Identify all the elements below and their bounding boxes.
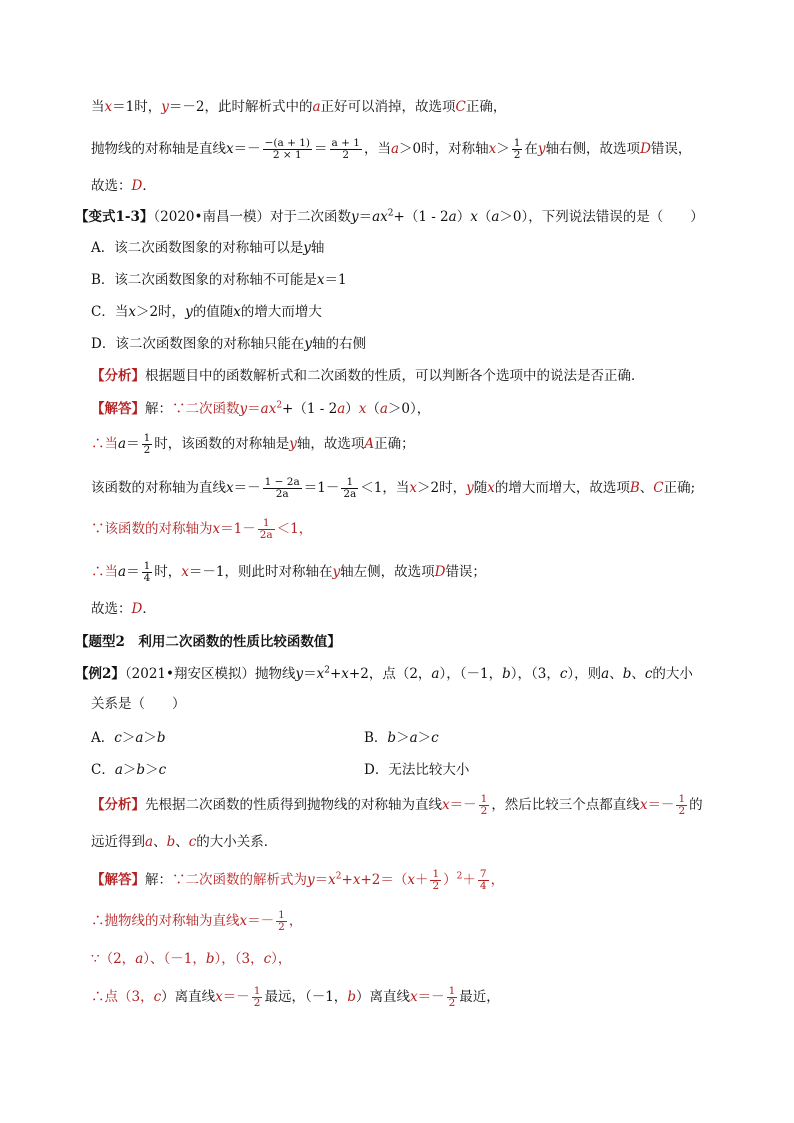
var-b: b (622, 666, 632, 682)
text: 抛物线的对称轴是直线 (91, 141, 226, 157)
fraction (478, 869, 489, 892)
fraction-denominator: 2 (143, 444, 151, 456)
text: ） (456, 209, 471, 225)
text: （ (477, 209, 492, 225)
var-y: y (185, 304, 193, 320)
var-y: y (161, 99, 169, 115)
text: 轴，故选项 (296, 436, 365, 452)
var-d: D (640, 141, 651, 157)
var-ax: ax (260, 401, 277, 417)
option-label: C． (91, 762, 115, 778)
fraction (430, 869, 441, 892)
superscript: 2 (387, 208, 394, 219)
superscript: 2 (276, 400, 283, 411)
var-x: x (316, 272, 325, 288)
text: ＜1， (276, 521, 313, 537)
var-x: x (128, 304, 136, 320)
text: 正确， (465, 99, 507, 115)
fraction (341, 477, 358, 500)
fraction-denominator: 2 (278, 921, 285, 933)
example-2 (75, 664, 693, 684)
text: 的值随 (192, 304, 234, 320)
option-b (91, 270, 347, 290)
var-x: x (487, 480, 495, 496)
var-b: b (502, 666, 511, 682)
text: ） (443, 872, 457, 888)
var-y: y (239, 401, 248, 417)
var-d: D (131, 178, 143, 194)
solution-tag: 【解答】 (91, 401, 145, 417)
text: ）离直线 (161, 989, 216, 1005)
solution-1 (91, 399, 430, 419)
text: （ (366, 401, 380, 417)
fraction (676, 794, 687, 817)
fraction-numerator: 1 (513, 137, 521, 149)
text: 正好可以消掉，故选项 (320, 99, 456, 115)
option-label: A． (91, 730, 115, 746)
example-2-cont (91, 694, 186, 714)
text: +（1 - 2 (282, 401, 338, 417)
text: +2，点（2， (348, 666, 432, 682)
text: ，当 (363, 141, 391, 157)
var-x: x (212, 521, 221, 537)
text: 远近得到 (91, 834, 145, 850)
var-a: a (448, 209, 457, 225)
text: ＞ (121, 730, 136, 746)
fraction-denominator: 2 (480, 805, 488, 817)
text: 该函数的对称轴为直线 (91, 480, 226, 496)
var-a: a (118, 436, 127, 452)
fraction-numerator: 1 (448, 985, 456, 997)
var-x: x (407, 872, 415, 888)
fraction-denominator: 4 (143, 572, 151, 584)
text: ∴点（3， (91, 989, 154, 1005)
line-12 (91, 474, 695, 502)
var-a: a (337, 401, 346, 417)
text: 、 (631, 666, 645, 682)
problem-tag: 【变式1-3】 (75, 209, 154, 225)
text: 轴 (310, 240, 325, 256)
var-d-upper: D (434, 564, 446, 580)
fraction-numerator: 1 − 2a (264, 476, 300, 488)
var-ax: ax (372, 209, 388, 225)
text: ， (490, 872, 505, 888)
text: 最远，（－1， (264, 989, 348, 1005)
text: 解： (145, 401, 172, 417)
var: c (158, 762, 167, 778)
var-x: x (409, 480, 417, 496)
text: 时，该函数的对称轴是 (154, 436, 290, 452)
fraction (258, 518, 275, 541)
text: A．该二次函数图象的对称轴可以是 (91, 240, 304, 256)
text: ＝－ (233, 480, 261, 496)
option-c (91, 302, 322, 322)
fraction-numerator: 1 (678, 793, 686, 805)
text: ＝－ (647, 797, 675, 813)
example-tag: 【例2】 (75, 666, 125, 682)
var-x: x (226, 141, 234, 157)
var-c: c (263, 951, 272, 967)
text: ＞ (145, 762, 159, 778)
analysis-tag: 【分析】 (91, 797, 145, 813)
var-c: c (644, 666, 653, 682)
text: ）， (271, 951, 292, 967)
fraction-denominator: 2 × 1 (263, 149, 312, 161)
analysis-1 (91, 366, 645, 386)
line-28 (91, 949, 291, 969)
text: ＝ (247, 401, 261, 417)
option-a (91, 238, 324, 258)
analysis-tag: 【分析】 (91, 368, 145, 384)
var-b: b (205, 951, 215, 967)
var: a (409, 730, 418, 746)
var-a: a (431, 666, 440, 682)
text: ＝ (314, 141, 328, 157)
text: 、 (639, 480, 654, 496)
line-13 (91, 515, 312, 543)
text: ＝－ (417, 989, 445, 1005)
fraction-denominator: 2 (448, 997, 456, 1009)
text: 、 (609, 666, 623, 682)
text: ，然后比较三个点都直线 (491, 797, 640, 813)
line-14 (91, 558, 486, 586)
option2-a (91, 728, 166, 748)
text: 时， (154, 564, 182, 580)
text: 错误； (445, 564, 486, 580)
analysis-2 (91, 791, 703, 819)
superscript: 2 (456, 871, 463, 882)
text: ＞0时，对称轴 (399, 141, 489, 157)
var-a: a (312, 99, 321, 115)
fraction-numerator: a + 1 (331, 137, 360, 149)
text: ），（－1， (439, 666, 503, 682)
var-y: y (307, 872, 315, 888)
text: 轴左侧，故选项 (340, 564, 435, 580)
solution-2 (91, 866, 504, 894)
text: ）离直线 (355, 989, 410, 1005)
option-d (91, 334, 366, 354)
text: （2021•翔安区模拟）抛物线 (124, 666, 296, 682)
text: 关系是（ ） (91, 696, 186, 712)
var: b (136, 762, 146, 778)
text: ． (142, 178, 156, 194)
text: 根据题目中的函数解析式和二次函数的性质，可以判断各个选项中的说法是否正确． (145, 368, 645, 384)
fraction-numerator: 1 (432, 868, 440, 880)
text: 的 (689, 797, 703, 813)
option-label: B． (364, 730, 388, 746)
text: ），（3， (214, 951, 264, 967)
fraction-denominator: 2a (343, 488, 357, 500)
fraction (263, 138, 312, 161)
text: ＝－ (449, 797, 477, 813)
var-x: x (104, 99, 113, 115)
text: ∵该函数的对称轴为 (91, 521, 213, 537)
line-3 (91, 176, 156, 196)
text: ＝1时， (112, 99, 162, 115)
text: 的增大而增大，故选项 (494, 480, 630, 496)
text: ＝ (126, 436, 140, 452)
text: 轴的右侧 (311, 336, 366, 352)
var-c: C (455, 99, 466, 115)
text: ＞ (122, 762, 137, 778)
text: ∴当 (91, 436, 118, 452)
var-a: a (118, 564, 127, 580)
text: ），（3， (510, 666, 560, 682)
text: ＞0），下列说法错误的是（ ） (499, 209, 704, 225)
var-x: x (358, 401, 367, 417)
text: 错误， (650, 141, 692, 157)
problem-variant-1-3 (75, 207, 704, 227)
var-x: x (470, 209, 478, 225)
superscript: 2 (335, 871, 342, 882)
text: ＝ (358, 209, 373, 225)
line-2 (91, 135, 691, 163)
fraction (512, 138, 523, 161)
text: 故选： (91, 178, 132, 194)
fraction (479, 794, 490, 817)
var-x: x (409, 989, 418, 1005)
text: 轴右侧，故选项 (545, 141, 641, 157)
text: 随 (473, 480, 488, 496)
text: ∵二次函数 (172, 401, 240, 417)
text: 在 (524, 141, 538, 157)
text: B．该二次函数图象的对称轴不可能是 (91, 272, 317, 288)
text: D．该二次函数图象的对称轴只能在 (91, 336, 305, 352)
var-y: y (332, 564, 341, 580)
text: ＋ (462, 872, 476, 888)
fraction-denominator: 2a (263, 488, 302, 500)
superscript: 2 (324, 665, 330, 676)
heading-tag: 【题型2 (75, 634, 125, 650)
fraction (447, 986, 458, 1009)
text: 解： (145, 872, 172, 888)
fraction-numerator: 7 (479, 868, 487, 880)
text: +（1 - 2 (393, 209, 449, 225)
text: ＞ (396, 730, 410, 746)
text: ＜1，当 (360, 480, 410, 496)
line-15 (91, 599, 156, 619)
fraction-numerator: 1 (253, 985, 261, 997)
var-x: x (226, 480, 234, 496)
var-y: y (295, 666, 304, 682)
var: b (387, 730, 397, 746)
line-29 (91, 983, 500, 1011)
var-x: x (215, 989, 223, 1005)
var-b: b (166, 834, 176, 850)
var-x: x (488, 141, 497, 157)
var-a: a (379, 401, 388, 417)
var-x: x (442, 797, 450, 813)
text: 的增大而增大 (240, 304, 322, 320)
fraction-numerator: 1 (262, 517, 270, 529)
text: 故选： (91, 601, 132, 617)
var-y: y (303, 240, 311, 256)
fraction-numerator: 1 (143, 560, 151, 572)
text: ＝ (314, 872, 329, 888)
text: ＋ (414, 872, 429, 888)
text: 最近， (459, 989, 500, 1005)
text: ＝1 (324, 272, 347, 288)
var: c (114, 730, 122, 746)
fraction-numerator: 1 (346, 476, 354, 488)
fraction-numerator: −(a + 1) (264, 137, 311, 149)
option2-b (364, 728, 439, 748)
var-a: a (601, 666, 610, 682)
fraction-numerator: 1 (278, 909, 285, 921)
text: ＝－2，此时解析式中的 (168, 99, 313, 115)
text: ＝－ (233, 141, 261, 157)
var-x: x (639, 797, 648, 813)
fraction-denominator: 4 (479, 880, 487, 892)
var-y: y (304, 336, 312, 352)
text: ． (142, 601, 156, 617)
text: ＝1－ (303, 480, 340, 496)
text: 正确； (374, 436, 415, 452)
var-x: x (328, 872, 336, 888)
fraction (142, 433, 153, 456)
text: ＝－1，则此时对称轴在 (188, 564, 333, 580)
var-d-upper: D (131, 601, 143, 617)
var-y: y (289, 436, 297, 452)
text: 正确; (663, 480, 696, 496)
text: ＞2时， (417, 480, 467, 496)
var-a-upper: A (364, 436, 375, 452)
fraction-denominator: 2 (432, 880, 440, 892)
text: D．无法比较大小 (364, 762, 470, 778)
var-x: x (239, 913, 248, 929)
fraction-numerator: 1 (143, 432, 151, 444)
text: ＞ (496, 141, 510, 157)
text: 、 (175, 834, 189, 850)
fraction-numerator: 1 (480, 793, 488, 805)
text: + (329, 666, 342, 682)
option2-c (91, 760, 166, 780)
text: ＞ (417, 730, 432, 746)
text: 的大小关系． (196, 834, 278, 850)
text: （2020•南昌一模）对于二次函数 (153, 209, 351, 225)
text: ） (345, 401, 359, 417)
var-y: y (537, 141, 546, 157)
text: ∴当 (91, 564, 118, 580)
text: + (341, 872, 353, 888)
text: ＝－ (247, 913, 275, 929)
line-11 (91, 430, 415, 458)
text: ， (288, 913, 303, 929)
line-27 (91, 907, 302, 935)
text: ＝ (126, 564, 140, 580)
text: ＝－ (222, 989, 250, 1005)
fraction-denominator: 2 (330, 149, 362, 161)
var-x: x (233, 304, 241, 320)
var-c-upper: C (653, 480, 664, 496)
var-y: y (350, 209, 359, 225)
line-1 (91, 97, 506, 117)
fraction (330, 138, 362, 161)
text: 先根据二次函数的性质得到抛物线的对称轴为直线 (145, 797, 442, 813)
fraction-denominator: 2 (253, 997, 261, 1009)
var-a: a (145, 834, 154, 850)
var-c: c (559, 666, 568, 682)
option2-d (364, 760, 469, 780)
text: ∵二次函数的解析式为 (172, 872, 307, 888)
text: ＞ (143, 730, 157, 746)
analysis-2-cont (91, 832, 277, 852)
fraction (276, 910, 287, 933)
var-b-upper: B (629, 480, 640, 496)
var-x: x (316, 666, 325, 682)
section-heading (75, 632, 341, 652)
text: ＞0）， (387, 401, 431, 417)
var-a: a (491, 209, 500, 225)
var-c: c (153, 989, 162, 1005)
var-x: x (352, 872, 361, 888)
text: 、 (153, 834, 167, 850)
var: b (156, 730, 166, 746)
var-c: c (188, 834, 197, 850)
fraction (142, 561, 153, 584)
fraction (252, 986, 263, 1009)
var-b: b (347, 989, 356, 1005)
text: C．当 (91, 304, 129, 320)
text: +2＝（ (360, 872, 408, 888)
fraction-denominator: 2a (259, 529, 273, 541)
var-a: a (390, 141, 400, 157)
text: 当 (91, 99, 105, 115)
text: ∵（2， (91, 951, 136, 967)
text: ＝ (303, 666, 317, 682)
fraction-denominator: 2 (513, 149, 521, 161)
text: 的大小 (652, 666, 693, 682)
text: ＝1－ (220, 521, 256, 537)
text: ∴抛物线的对称轴为直线 (91, 913, 240, 929)
fraction (263, 477, 302, 500)
var-y: y (466, 480, 474, 496)
var: c (431, 730, 439, 746)
heading-title: 利用二次函数的性质比较函数值】 (124, 634, 341, 650)
var: a (135, 730, 144, 746)
text: ），则 (567, 666, 602, 682)
text: ＞2时， (135, 304, 186, 320)
var-a: a (135, 951, 144, 967)
solution-tag: 【解答】 (91, 872, 145, 888)
var: a (114, 762, 123, 778)
text: ）、（－1， (143, 951, 206, 967)
fraction-denominator: 2 (678, 805, 686, 817)
var-x: x (181, 564, 189, 580)
var-x: x (341, 666, 349, 682)
